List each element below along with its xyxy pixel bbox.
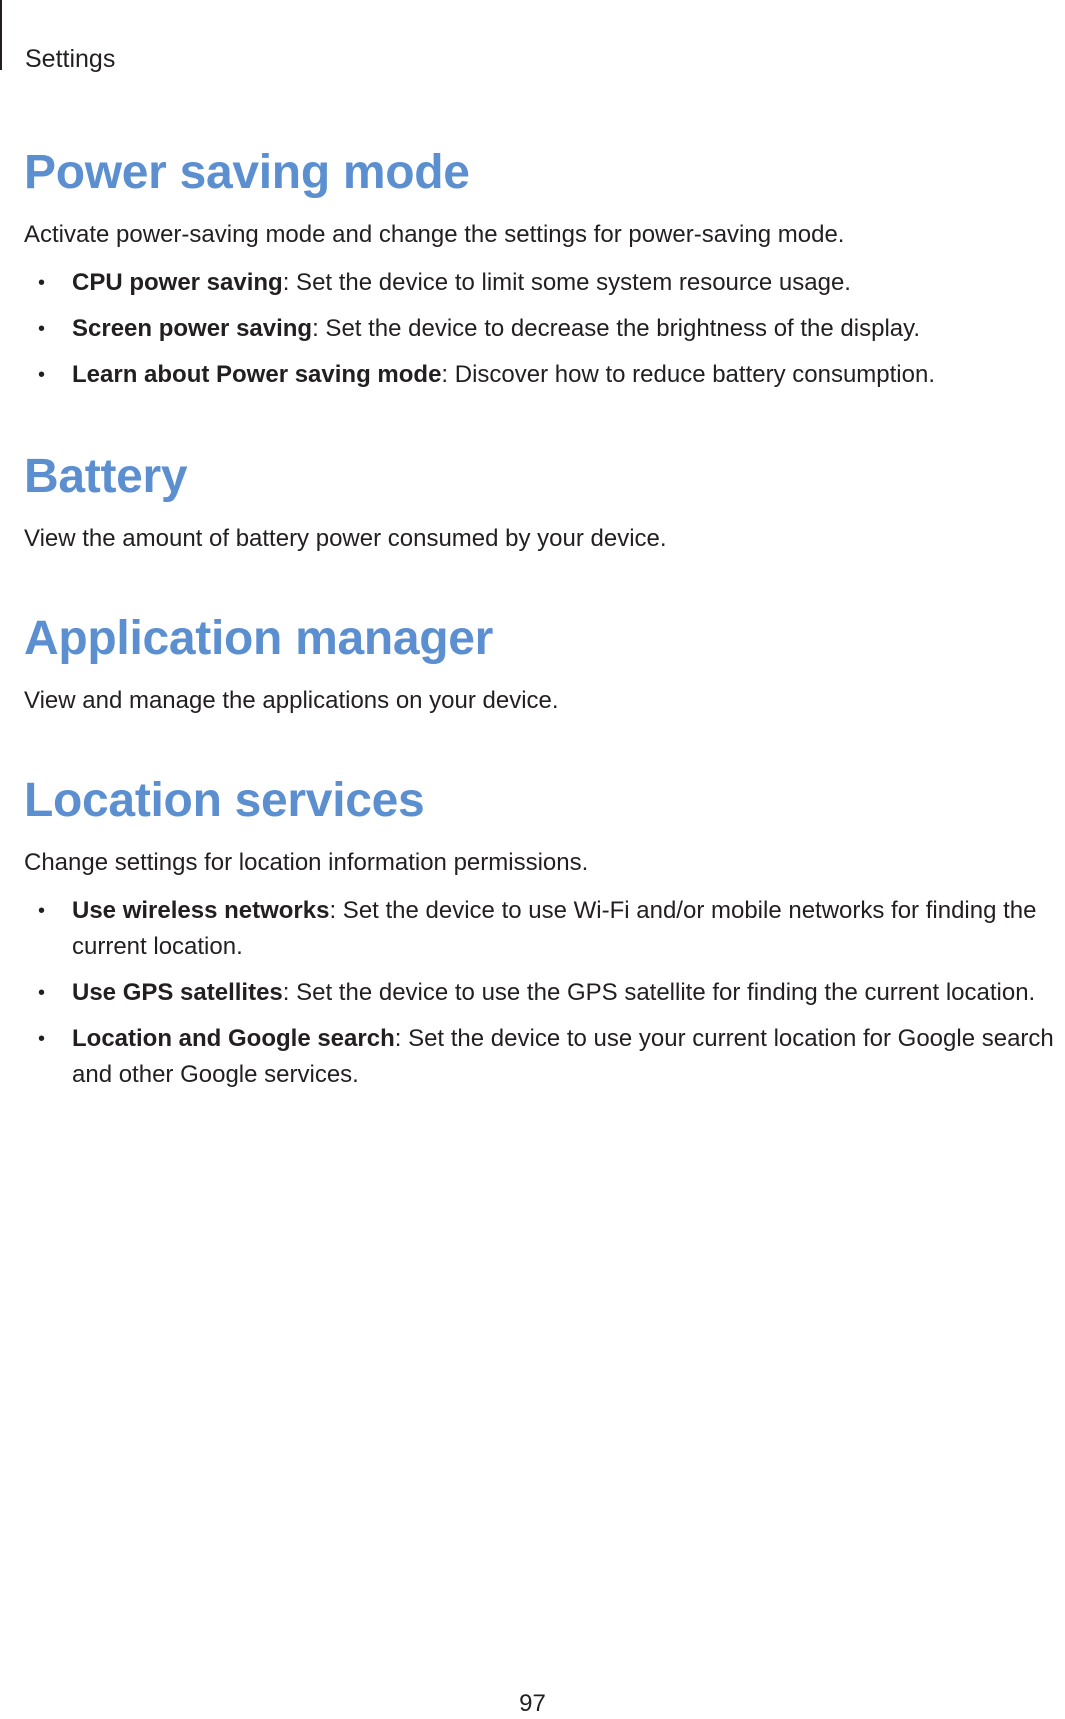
page-content [24, 145, 1064, 1103]
bullet-icon: • [38, 900, 46, 922]
section-power-saving-mode [24, 145, 1064, 393]
bullet-icon: • [38, 364, 46, 386]
bullet-text: : Set the device to use Wi-Fi and/or mobile networks for finding the current location. [72, 897, 1037, 960]
list-item [24, 1021, 1064, 1093]
bullet-icon: • [38, 1028, 46, 1050]
section-description: View the amount of battery power consumed by your device. [24, 525, 667, 552]
page-number: 97 [519, 1690, 546, 1717]
bullet-term: CPU power saving [72, 269, 283, 296]
section-description: Activate power-saving mode and change the settings for power-saving mode. [24, 221, 845, 248]
list-item [24, 311, 1064, 347]
list-item [24, 975, 1064, 1011]
section-title: Battery [24, 450, 188, 503]
bullet-text: : Set the device to use your current location for Google search and other Google services. [72, 1025, 1054, 1088]
bullet-term: Use GPS satellites [72, 979, 283, 1006]
bullet-term: Use wireless networks [72, 897, 330, 924]
list-item [24, 265, 1064, 301]
bullet-term: Learn about Power saving mode [72, 361, 442, 388]
list-item [24, 893, 1064, 965]
section-title: Power saving mode [24, 146, 470, 199]
bullet-icon: • [38, 982, 46, 1004]
section-title: Application manager [24, 612, 494, 665]
section-location-services [24, 773, 1064, 1093]
header-rule [0, 0, 2, 70]
bullet-text: : Discover how to reduce battery consumption. [441, 361, 935, 388]
bullet-term: Screen power saving [72, 315, 313, 342]
section-title: Location services [24, 774, 425, 827]
bullet-term: Location and Google search [72, 1025, 395, 1052]
bullet-list [24, 265, 1064, 393]
list-item [24, 357, 1064, 393]
section-description: View and manage the applications on your device. [24, 687, 559, 714]
section-application-manager [24, 611, 1064, 717]
bullet-icon: • [38, 272, 46, 294]
chapter-label: Settings [25, 45, 116, 73]
bullet-text: : Set the device to use the GPS satellite for finding the current location. [282, 979, 1036, 1006]
bullet-text: : Set the device to limit some system resource usage. [282, 269, 851, 296]
bullet-list [24, 893, 1064, 1093]
bullet-icon: • [38, 318, 46, 340]
section-description: Change settings for location information permissions. [24, 849, 589, 876]
section-battery [24, 449, 1064, 555]
bullet-text: : Set the device to decrease the brightness of the display. [312, 315, 921, 342]
